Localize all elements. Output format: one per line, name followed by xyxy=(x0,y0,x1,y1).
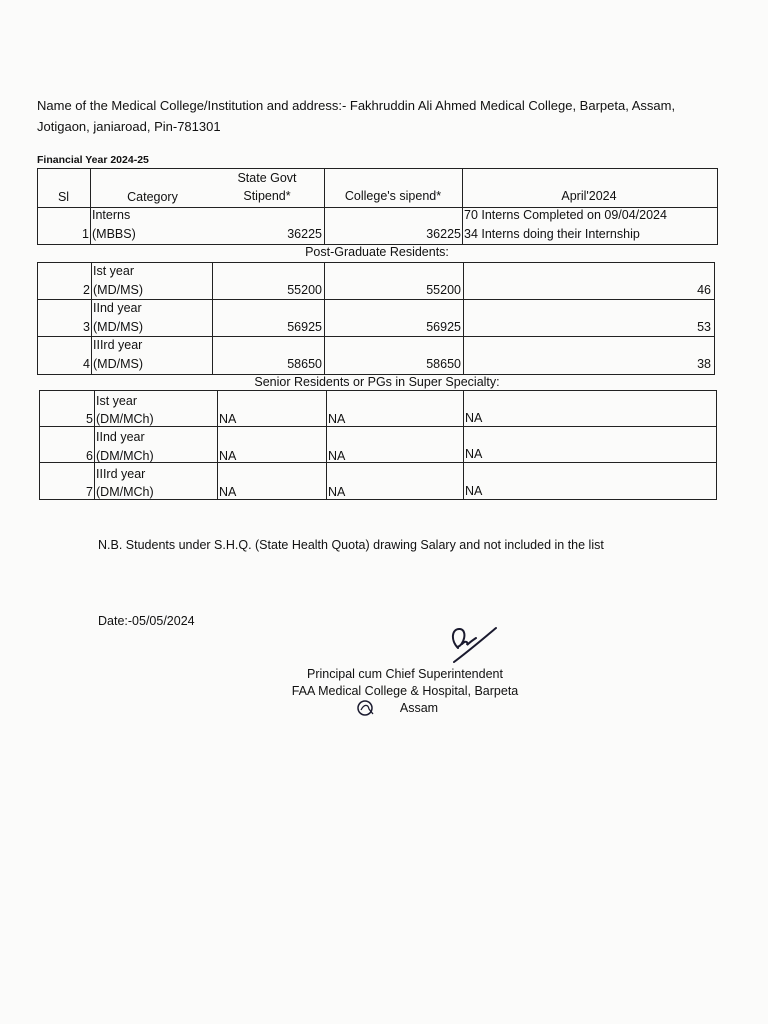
row4-category-2: (MD/MS) xyxy=(93,357,143,371)
row5-college-stipend: NA xyxy=(328,412,346,426)
initial-mark-icon xyxy=(356,698,376,718)
row1-state-stipend: 36225 xyxy=(287,227,322,241)
row5-state-stipend: NA xyxy=(219,412,237,426)
footnote: N.B. Students under S.H.Q. (State Health Quota) drawing Salary and not included in the list xyxy=(98,538,604,552)
row3-category-2: (MD/MS) xyxy=(93,320,143,334)
row1-category-2: (MBBS) xyxy=(92,227,136,241)
row3-sl: 3 xyxy=(83,320,90,334)
col-header-state-1: State Govt xyxy=(237,171,297,185)
row5-category-1: Ist year xyxy=(96,394,137,408)
table-divider xyxy=(212,262,213,374)
row2-april: 46 xyxy=(697,283,711,297)
row1-sl: 1 xyxy=(82,227,89,241)
row6-college-stipend: NA xyxy=(328,449,346,463)
institution-heading xyxy=(37,95,727,137)
table-divider xyxy=(94,390,95,499)
table-divider xyxy=(463,262,464,374)
row4-category-1: IIIrd year xyxy=(93,338,143,352)
row7-category-1: IIIrd year xyxy=(96,467,146,481)
row3-category-1: IInd year xyxy=(93,301,142,315)
table-divider xyxy=(462,168,463,244)
document-date: Date:-05/05/2024 xyxy=(98,614,195,628)
row1-college-stipend: 36225 xyxy=(426,227,461,241)
row4-april: 38 xyxy=(697,357,711,371)
row2-category-2: (MD/MS) xyxy=(93,283,143,297)
row5-sl: 5 xyxy=(86,412,93,426)
row2-sl: 2 xyxy=(83,283,90,297)
col-header-category: Category xyxy=(127,190,178,204)
row1-category-1: Interns xyxy=(92,208,131,222)
signatory-title: Principal cum Chief Superintendent xyxy=(307,667,503,681)
financial-year: Financial Year 2024-25 xyxy=(37,154,149,166)
row4-sl: 4 xyxy=(83,357,90,371)
row7-category-2: (DM/MCh) xyxy=(96,485,154,499)
row6-category-1: IInd year xyxy=(96,430,145,444)
row7-state-stipend: NA xyxy=(219,485,237,499)
row2-state-stipend: 55200 xyxy=(287,283,322,297)
table-divider xyxy=(37,299,714,300)
col-header-state-2: Stipend* xyxy=(243,189,291,203)
table-divider xyxy=(463,390,464,499)
row7-april: NA xyxy=(465,484,483,498)
row4-state-stipend: 58650 xyxy=(287,357,322,371)
sr-section-title: Senior Residents or PGs in Super Specialty: xyxy=(254,375,500,389)
row3-college-stipend: 56925 xyxy=(426,320,461,334)
sr-table xyxy=(39,390,717,500)
row6-sl: 6 xyxy=(86,449,93,463)
institution-line-1: Name of the Medical College/Institution and address:- Fakhruddin Ali Ahmed Medical College, Barpeta, Assam, xyxy=(37,98,676,113)
row1-april-1: 70 Interns Completed on 09/04/2024 xyxy=(464,208,667,222)
table-divider xyxy=(324,262,325,374)
col-header-sl: Sl xyxy=(57,190,70,204)
row5-category-2: (DM/MCh) xyxy=(96,412,154,426)
table-divider xyxy=(217,390,218,499)
row3-april: 53 xyxy=(697,320,711,334)
signatory-block xyxy=(250,666,560,717)
institution-line-2: Jotigaon, janiaroad, Pin-781301 xyxy=(37,119,221,134)
col-header-april: April'2024 xyxy=(561,189,617,203)
table-divider xyxy=(91,262,92,374)
signatory-location: Assam xyxy=(399,701,439,715)
row1-april-2: 34 Interns doing their Internship xyxy=(464,227,640,241)
row6-category-2: (DM/MCh) xyxy=(96,449,154,463)
pg-section-title: Post-Graduate Residents: xyxy=(305,245,449,259)
table-divider xyxy=(326,390,327,499)
col-header-college: College's sipend* xyxy=(344,189,442,203)
signatory-institution: FAA Medical College & Hospital, Barpeta xyxy=(291,684,519,698)
table-divider xyxy=(324,168,325,244)
row2-category-1: Ist year xyxy=(93,264,134,278)
table-divider xyxy=(90,168,91,244)
table-divider xyxy=(37,336,714,337)
row7-sl: 7 xyxy=(86,485,93,499)
row2-college-stipend: 55200 xyxy=(426,283,461,297)
row6-april: NA xyxy=(465,447,483,461)
row4-college-stipend: 58650 xyxy=(426,357,461,371)
row3-state-stipend: 56925 xyxy=(287,320,322,334)
row7-college-stipend: NA xyxy=(328,485,346,499)
row5-april: NA xyxy=(465,411,483,425)
handwritten-signature xyxy=(440,620,510,670)
row6-state-stipend: NA xyxy=(219,449,237,463)
